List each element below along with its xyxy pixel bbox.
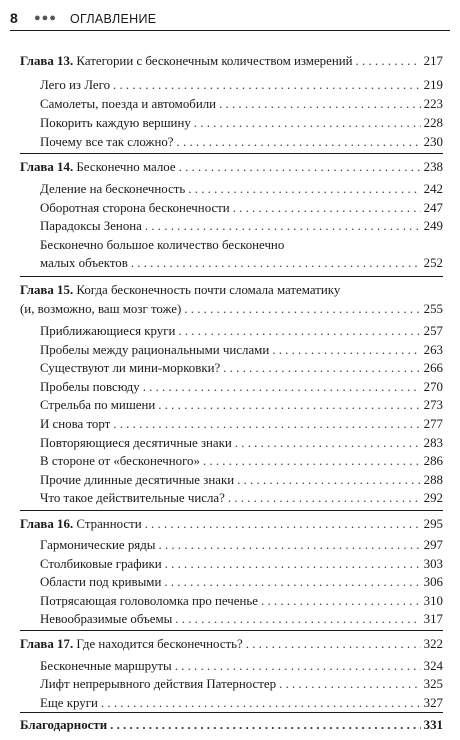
page-ref: 310 [423,594,443,608]
entry-title: Почему все так сложно? [40,135,174,149]
page-ref: 217 [423,54,443,68]
page-ref: 228 [423,116,443,130]
page-ref: 255 [423,302,443,316]
entry-title: Деление на бесконечность [40,182,186,196]
dot-leader [228,489,421,507]
chapter-label: Глава 15. [20,283,74,297]
chapter-label: Глава 17. [20,637,74,651]
entry-title: И снова торт [40,417,111,431]
page-ref: 238 [423,160,443,174]
dot-leader [143,378,421,396]
page-ref: 317 [423,612,443,626]
dot-leader [175,610,420,628]
toc-entry[interactable] [40,396,443,414]
toc-entry[interactable] [40,322,443,340]
dot-leader [164,573,420,591]
entry-title: Еще круги [40,696,98,710]
page-ref: 270 [423,380,443,394]
dot-leader [110,716,421,734]
entry-title: Столбиковые графики [40,557,162,571]
page-ref: 219 [423,78,443,92]
page-ref: 252 [423,256,443,270]
section-divider [20,630,443,631]
entry-title: Прочие длинные десятичные знаки [40,473,235,487]
entry-title: Гармонические ряды [40,538,156,552]
section-divider [20,712,443,713]
page-ref: 325 [423,677,443,691]
entry-title: Повторяющиеся десятичные знаки [40,436,232,450]
entry-title: Существуют ли мини-морковки? [40,361,221,375]
toc-chapter-14[interactable] [20,158,443,176]
page-ref: 327 [423,696,443,710]
chapter-label: Глава 14. [20,160,74,174]
dot-leader [235,434,421,452]
toc-entry[interactable] [40,434,443,452]
chapter-title: Где находится бесконечность? [76,637,243,651]
toc-entry[interactable] [40,657,443,675]
toc-entry[interactable] [40,610,443,628]
page-ref: 283 [423,436,443,450]
page-ref: 297 [423,538,443,552]
page-ref: 295 [423,517,443,531]
toc-chapter-15-cont[interactable] [20,300,443,318]
dot-leader [272,341,420,359]
entry-title: Парадоксы Зенона [40,219,142,233]
dot-leader [246,635,421,653]
running-head-title: ОГЛАВЛЕНИЕ [70,12,157,26]
page-ref: 263 [423,343,443,357]
entry-title: Самолеты, поезда и автомобили [40,97,217,111]
page-ref: 242 [423,182,443,196]
toc-entry[interactable] [40,536,443,554]
dot-leader [145,515,421,533]
dot-leader [177,133,421,151]
entry-title: Что такое действительные числа? [40,491,225,505]
page-ref: 306 [423,575,443,589]
running-head [10,8,450,30]
section-divider [20,276,443,277]
ack-title: Благодарности [20,718,108,732]
dot-leader [113,76,421,94]
toc-entry[interactable] [40,180,443,198]
dot-leader [145,217,421,235]
dot-leader [158,536,420,554]
toc-entry[interactable] [40,359,443,377]
toc-entry[interactable] [40,76,443,94]
dot-leader [175,657,421,675]
chapter-title: Странности [76,517,142,531]
toc-chapter-13[interactable] [20,52,443,70]
toc-chapter-17[interactable] [20,635,443,653]
page-ref: 223 [423,97,443,111]
toc-entry[interactable] [40,199,443,217]
section-divider [20,153,443,154]
section-divider [20,510,443,511]
toc-entry[interactable] [40,133,443,151]
entry-title: Невообразимые объемы [40,612,173,626]
page-ref: 257 [423,324,443,338]
toc-chapter-16[interactable] [20,515,443,533]
toc-entry[interactable] [40,415,443,433]
toc-entry[interactable] [40,573,443,591]
dots-ornament: ●●● [34,12,57,24]
entry-title-cont: малых объектов [40,256,128,270]
dot-leader [233,199,421,217]
page-ref: 266 [423,361,443,375]
header-rule [10,30,450,31]
dot-leader [194,114,421,132]
chapter-label: Глава 13. [20,54,74,68]
toc-entry[interactable] [40,452,443,470]
toc-entry[interactable] [40,217,443,235]
page-ref: 292 [423,491,443,505]
entry-title: Пробелы повсюду [40,380,140,394]
toc-entry[interactable] [40,471,443,489]
page-ref: 277 [423,417,443,431]
entry-title: Оборотная сторона бесконечности [40,201,230,215]
toc-acknowledgements[interactable] [20,716,443,734]
toc-entry[interactable] [40,694,443,712]
entry-title: Потрясающая головоломка про печенье [40,594,258,608]
page-ref: 247 [423,201,443,215]
toc-entry[interactable] [40,114,443,132]
toc-entry-line2[interactable] [40,254,443,272]
toc-entry[interactable] [40,675,443,693]
toc-entry[interactable] [40,592,443,610]
dot-leader [279,675,421,693]
toc-entry-line1[interactable] [40,236,443,254]
entry-title: Стрельба по мишени [40,398,156,412]
page-ref: 273 [423,398,443,412]
entry-title: Области под кривыми [40,575,162,589]
toc-entry[interactable] [40,378,443,396]
dot-leader [261,592,421,610]
page-ref: 230 [423,135,443,149]
toc-chapter-15[interactable] [20,281,443,299]
dot-leader [184,300,420,318]
entry-title: Покорить каждую вершину [40,116,191,130]
dot-leader [165,555,421,573]
page-ref: 331 [423,718,443,732]
dot-leader [203,452,421,470]
toc-entry[interactable] [40,555,443,573]
toc-entry[interactable] [40,95,443,113]
page-ref: 303 [423,557,443,571]
page-number: 8 [10,10,18,26]
toc-entry[interactable] [40,489,443,507]
dot-leader [131,254,421,272]
page-ref: 286 [423,454,443,468]
entry-title: Лифт непрерывного действия Патерностер [40,677,277,691]
entry-title: Приближающиеся круги [40,324,176,338]
dot-leader [178,322,420,340]
chapter-title: Когда бесконечность почти сломала математику [76,283,341,297]
entry-title: В стороне от «бесконечного» [40,454,200,468]
dot-leader [179,158,421,176]
chapter-title-cont: (и, возможно, ваш мозг тоже) [20,302,182,316]
chapter-title: Бесконечно малое [76,160,176,174]
page-ref: 288 [423,473,443,487]
chapter-title: Категории с бесконечным количеством измерений [76,54,353,68]
entry-title: Бесконечные маршруты [40,659,172,673]
dot-leader [237,471,421,489]
dot-leader [223,359,420,377]
page-ref: 322 [423,637,443,651]
toc-entry[interactable] [40,341,443,359]
dot-leader [356,52,421,70]
chapter-label: Глава 16. [20,517,74,531]
dot-leader [188,180,420,198]
entry-title: Бесконечно большое количество бесконечно [40,238,285,252]
entry-title: Пробелы между рациональными числами [40,343,270,357]
dot-leader [101,694,421,712]
entry-title: Лего из Лего [40,78,111,92]
dot-leader [158,396,420,414]
dot-leader [219,95,421,113]
dot-leader [113,415,420,433]
page-ref: 249 [423,219,443,233]
page-ref: 324 [423,659,443,673]
